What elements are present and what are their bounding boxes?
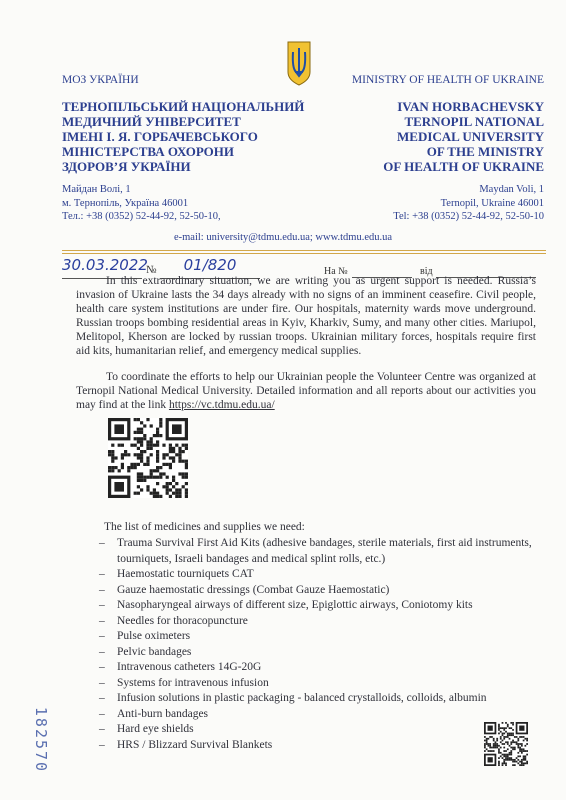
intro-paragraph: In this extraordinary situation, we are writing you as urgent support is needed. Russia’s invasion of Ukraine lasts the 34 days already with no signs of an imminent ceasefire. Civil people, health care system institutions are under fire. Our hospitals, maternity wards move underground. Russian troops bombing residential areas in Kyiv, Kharkiv, Sumy, and many other cities. Mariupol, Melitopol, Kherson are locked by russian troops. Ukrainian military forces, hospitals require first aid kits, humanitarian relief, and emergency medical supplies. <box>76 275 536 357</box>
uni-ua-line: ТЕРНОПІЛЬСЬКИЙ НАЦІОНАЛЬНИЙ <box>62 99 305 114</box>
university-name-ua <box>62 99 304 174</box>
uni-ua-line: МІНІСТЕРСТВА ОХОРОНИ <box>62 144 235 159</box>
address-line: Tel: +38 (0352) 52-44-92, 52-50-10 <box>393 211 544 222</box>
letter-number: 01/820 <box>160 256 260 279</box>
uni-ua-line: ІМЕНІ І. Я. ГОРБАЧЕВСЬКОГО <box>62 129 258 144</box>
uni-en-line: IVAN HORBACHEVSKY <box>397 99 544 114</box>
volunteer-paragraph <box>76 370 536 412</box>
contacts-line: e-mail: university@tdmu.edu.ua; www.tdmu.edu.ua <box>173 232 393 243</box>
number-label: № <box>146 264 157 276</box>
uni-en-line: OF THE MINISTRY <box>426 144 544 159</box>
uni-en-line: OF HEALTH OF UKRAINE <box>383 159 544 174</box>
list-item: – HRS / Blizzard Survival Blankets <box>99 738 539 754</box>
list-item: – Needles for thoracopuncture <box>99 614 539 630</box>
divider-line <box>62 253 546 254</box>
trident-emblem-icon <box>285 40 313 86</box>
qr-code-icon <box>108 418 188 498</box>
list-item: – Intravenous catheters 14G-20G <box>99 660 539 676</box>
list-item: – Haemostatic tourniquets CAT <box>99 567 539 583</box>
list-intro: The list of medicines and supplies we need: <box>104 521 305 533</box>
list-item: – Infusion solutions in plastic packaging - balanced crystalloids, colloids, albumin <box>99 691 539 707</box>
list-item: – Gauze haemostatic dressings (Combat Gauze Haemostatic) <box>99 583 539 599</box>
list-item: – Nasopharyngeal airways of different size, Epiglottic airways, Coniotomy kits <box>99 598 539 614</box>
ministry-label-en: MINISTRY OF HEALTH OF UKRAINE <box>351 74 544 86</box>
stamp-number: 182570 <box>32 706 50 774</box>
divider-line <box>62 250 546 251</box>
address-en <box>393 183 544 224</box>
address-line: Майдан Волі, 1 <box>62 184 131 195</box>
list-item: – Anti-burn bandages <box>99 707 539 723</box>
address-line: Тел.: +38 (0352) 52-44-92, 52-50-10, <box>62 211 221 222</box>
from-label: від <box>420 266 433 277</box>
uni-en-line: MEDICAL UNIVERSITY <box>397 129 544 144</box>
in-reply-label: На № <box>324 266 348 277</box>
qr-code-icon <box>484 722 528 766</box>
uni-ua-line: ЗДОРОВ’Я УКРАЇНИ <box>62 159 191 174</box>
address-ua <box>62 183 221 224</box>
list-item: – Trauma Survival First Aid Kits (adhesive bandages, sterile materials, first aid instruments, tourniquets, Israeli bandages and medical splint rolls, etc.) <box>99 536 539 567</box>
letter-date: 30.03.2022 <box>62 256 142 279</box>
uni-ua-line: МЕДИЧНИЙ УНІВЕРСИТЕТ <box>62 114 241 129</box>
university-name-en <box>383 99 544 174</box>
list-item: – Pulse oximeters <box>99 629 539 645</box>
list-item: – Systems for intravenous infusion <box>99 676 539 692</box>
list-item: – Pelvic bandages <box>99 645 539 661</box>
supplies-list <box>99 536 539 753</box>
moz-label: МОЗ УКРАЇНИ <box>62 74 139 86</box>
list-item: – Hard eye shields <box>99 722 539 738</box>
address-line: Maydan Voli, 1 <box>479 184 544 195</box>
volunteer-centre-link[interactable]: https://vc.tdmu.edu.ua/ <box>168 399 275 411</box>
uni-en-line: TERNOPIL NATIONAL <box>404 114 544 129</box>
address-line: Ternopil, Ukraine 46001 <box>440 197 544 209</box>
address-line: м. Тернопіль, Україна 46001 <box>62 197 189 209</box>
volunteer-text: To coordinate the efforts to help our Ukrainian people the Volunteer Centre was organized at Ternopil National Medical University. Detailed information and all reports about our activities you may find at the link <box>76 371 536 411</box>
